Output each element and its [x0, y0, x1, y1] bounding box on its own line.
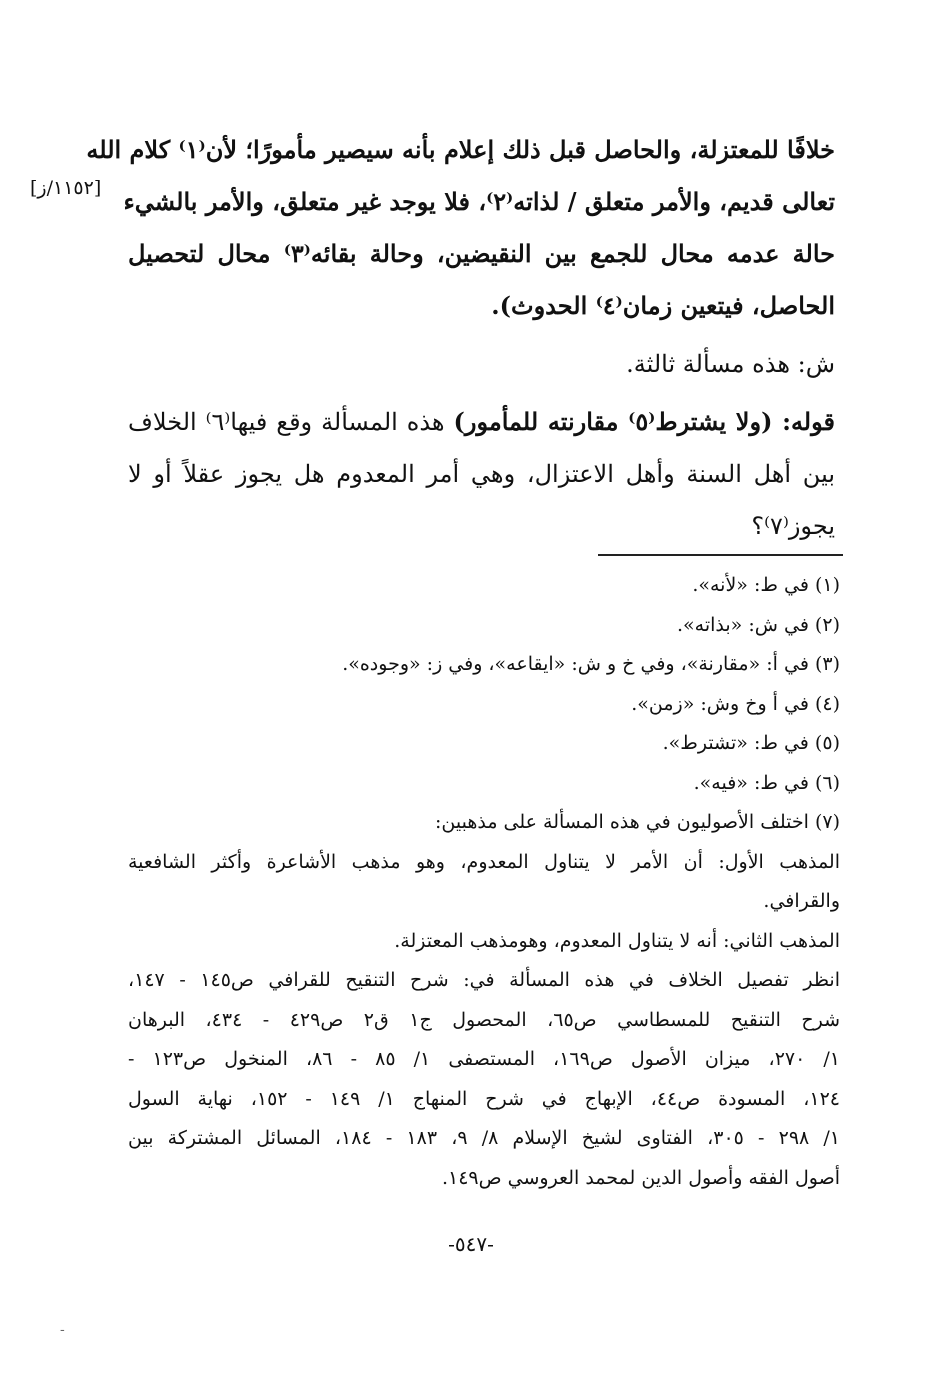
footnote-body-line: المذهب الثاني: أنه لا يتناول المعدوم، وهومذهب المعتزلة.: [394, 929, 840, 952]
footnote-item: (٢) في ش: «بذاته».: [677, 613, 840, 636]
commentary-line: ش: هذه مسألة ثالثة.: [626, 350, 835, 378]
footnote-item: (٤) في أ وخ وش: «زمن».: [631, 692, 840, 715]
footnote-body-line: والقرافي.: [763, 890, 840, 912]
manuscript-folio-marker: [١١٥٢/ز]: [30, 177, 102, 199]
commentary-text: هذه المسألة وقع فيها⁽٦⁾ الخلاف: [128, 408, 445, 436]
main-text-block: [86, 124, 835, 552]
footnote-body-line: أصول الفقه وأصول الدين لمحمد العروسي ص١٤٩.: [441, 1166, 840, 1189]
main-text-line: الحاصل، فيتعين زمان⁽٤⁾ الحدوث).: [491, 291, 835, 320]
footnote-body-line: المذهب الأول: أن الأمر لا يتناول المعدوم، وهو مذهب الأشاعرة وأكثر الشافعية: [128, 850, 840, 873]
footnote-body-line: انظر تفصيل الخلاف في هذه المسألة في: شرح التنقيح للقرافي ص١٤٥ - ١٤٧،: [128, 969, 840, 991]
footnotes-block: [128, 566, 840, 1198]
footnote-body-line: شرح التنقيح للمسطاسي ص٦٥، المحصول ج١ ق٢ ص٤٢٩ - ٤٣٤، البرهان: [128, 1008, 841, 1031]
page-number: -٥٤٧-: [448, 1232, 494, 1256]
scan-edge-mark: -: [60, 1322, 65, 1338]
footnote-item: (٦) في ط: «فيه».: [693, 771, 840, 794]
footnote-item: (٣) في أ: «مقارنة»، وفي خ و ش: «ايقاعه»، وفي ز: «وجوده».: [342, 653, 840, 675]
footnote-body-line: ١/ ٢٧٠، ميزان الأصول ص١٦٩، المستصفى ١/ ٨٥ - ٨٦، المنخول ص١٢٣ -: [128, 1048, 841, 1070]
main-text-line: خلافًا للمعتزلة، والحاصل قبل ذلك إعلام بأنه سيصير مأمورًا؛ لأن⁽١⁾ كلام الله: [86, 135, 835, 164]
main-text-line: حالة عدمه محال للجمع بين النقيضين، وحالة بقائه⁽٣⁾ محال لتحصيل: [128, 239, 835, 268]
commentary-line: بين أهل السنة وأهل الاعتزال، وهي أمر المعدوم هل يجوز عقلاً أو لا: [128, 460, 835, 488]
footnote-body-line: ١/ ٢٩٨ - ٣٠٥، الفتاوى لشيخ الإسلام ٨/ ٩، ١٨٣ - ١٨٤، المسائل المشتركة بين: [128, 1127, 841, 1149]
quoted-text: قوله: (ولا يشترط⁽٥⁾ مقارنته للمأمور): [453, 407, 835, 436]
footnote-item: (٧) اختلف الأصوليون في هذه المسألة على مذهبين:: [435, 811, 840, 833]
footnote-separator: [598, 554, 843, 556]
footnote-item: (٥) في ط: «تشترط».: [662, 732, 840, 754]
footnote-body-line: ١٢٤، المسودة ص٤٤، الإبهاج في شرح المنهاج ١/ ١٤٩ - ١٥٢، نهاية السول: [128, 1087, 840, 1110]
footnote-item: (١) في ط: «لأنه».: [692, 574, 840, 596]
commentary-quote-line: [128, 396, 835, 448]
commentary-line: يجوز⁽٧⁾؟: [751, 512, 835, 540]
main-text-line: تعالى قديم، والأمر متعلق / لذاته⁽٢⁾، فلا يوجد غير متعلق، والأمر بالشيء: [123, 187, 835, 216]
